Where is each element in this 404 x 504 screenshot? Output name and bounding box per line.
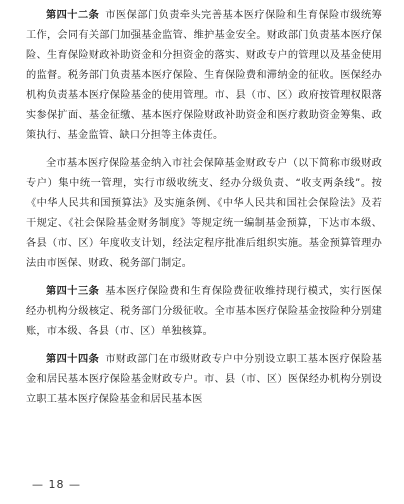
paragraph-article-44 — [26, 350, 382, 410]
article-heading: 第四十四条 — [46, 354, 100, 365]
paragraph-fund-management — [26, 154, 382, 274]
article-heading: 第四十三条 — [46, 286, 100, 297]
page-number: — 18 — — [32, 478, 81, 491]
document-body — [26, 6, 382, 418]
paragraph-article-43 — [26, 282, 382, 342]
paragraph-text: 市医保部门负责牵头完善基本医疗保险和生育保险市级统筹工作，会同有关部门加强基金监管、维护基金安全。财政部门负责基本医疗保险、生育保险财政补助资金和分担资金的落实、财政专户的管理以及基金使用的监督。税务部门负责基本医疗保险、生育保险费和滞纳金的征收。医保经办机构负责基本医疗保险基金的使用管理。市、县（市、区）政府按管理权限落实参保扩面、基金征缴、基本医疗保险财政补助资金和医疗救助资金筹集、政策执行、基金监管、缺口分担等主体责任。 — [26, 10, 383, 141]
article-heading: 第四十二条 — [46, 10, 100, 21]
paragraph-text: 基本医疗保险费和生育保险费征收维持现行模式，实行医保经办机构分级核定、税务部门分级征收。全市基本医疗保险基金按险种分别建账，市本级、各县（市、区）单独核算。 — [26, 286, 383, 337]
paragraph-text: 市财政部门在市级财政专户中分别设立职工基本医疗保险基金和居民基本医疗保险基金财政专户。市、县（市、区）医保经办机构分别设立职工基本医疗保险基金和居民基本医 — [26, 354, 383, 405]
paragraph-article-42 — [26, 6, 382, 146]
paragraph-text: 全市基本医疗保险基金纳入市社会保障基金财政专户（以下简称市级财政专户）集中统一管理，实行市级收统支、经办分级负责、“收支两条线”。按《中华人民共和国预算法》及实施条例、《中华人民共和国社会保险法》及若干规定、《社会保险基金财务制度》等规定统一编制基金预算，下达市本级、各县（市、区）年度收支计划，经法定程序批准后组织实施。基金预算管理办法由市医保、财政、税务部门制定。 — [26, 158, 382, 269]
